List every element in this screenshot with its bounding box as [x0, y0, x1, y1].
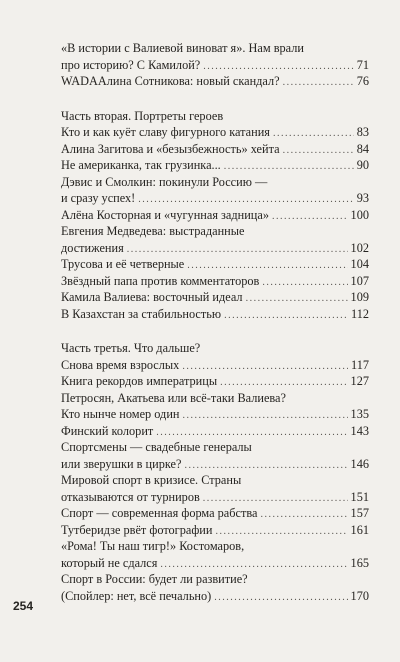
toc-entry-title: Трусова и её четверные: [61, 257, 185, 271]
toc-entry-title: Звёздный папа против комментаторов: [61, 273, 260, 288]
toc-entry-page: 93: [356, 191, 369, 205]
toc-entry[interactable]: [61, 390, 369, 423]
toc-entry-title: и сразу успех!: [61, 191, 136, 205]
toc-entry[interactable]: [61, 538, 369, 571]
section-heading: [61, 108, 369, 125]
toc-entry-line: [61, 289, 369, 306]
toc-entry-title: В Казахстан за стабильностью: [61, 306, 222, 321]
toc-entry-line: [61, 373, 369, 390]
toc-entry-title: отказываются от турниров: [61, 489, 200, 504]
toc-entry-page: 117: [351, 357, 369, 372]
toc-entry-title: WADAАлина Сотникова: новый скандал?: [61, 74, 280, 88]
dot-leader: [224, 308, 348, 324]
dot-leader: [273, 126, 354, 142]
toc-entry[interactable]: [61, 73, 369, 90]
section-heading: [61, 340, 369, 357]
toc-entry-title: (Спойлер: нет, всё печально): [61, 588, 212, 603]
toc-entry-line: [61, 190, 369, 207]
toc-entry-line: [61, 588, 369, 605]
toc-entry-page: 104: [350, 257, 369, 271]
toc-entry-line: [61, 456, 369, 473]
toc-entry-title: или зверушки в цирке?: [61, 456, 182, 471]
toc-entry-line: [61, 157, 369, 174]
toc-entry-page: 165: [350, 555, 369, 570]
toc-entry-page: 76: [356, 74, 369, 88]
toc-entry-title: про историю? С Камилой?: [61, 57, 201, 72]
toc-entry-line: [61, 505, 369, 522]
toc-entry-line: [61, 423, 369, 440]
toc-entry-line: [61, 141, 369, 158]
toc-entry-page: 112: [351, 306, 369, 321]
toc-entry-title: Снова время взрослых: [61, 357, 180, 372]
toc-entry[interactable]: [61, 141, 369, 158]
toc-entry-line: [61, 174, 369, 191]
toc-entry[interactable]: [61, 157, 369, 174]
page-number: 254: [13, 599, 34, 613]
toc-entry[interactable]: [61, 223, 369, 256]
section-gap: [61, 90, 369, 108]
toc-entry-title: Спорт — современная форма рабства: [61, 506, 258, 520]
toc-entry-title: который не сдался: [61, 555, 158, 570]
toc-entry-page: 161: [350, 522, 369, 537]
toc-entry-line: [61, 555, 369, 572]
toc-entry[interactable]: [61, 522, 369, 539]
toc-entry-title: достижения: [61, 240, 124, 255]
toc-entry-title: Дэвис и Смолкин: покинули Россию —: [61, 174, 268, 189]
toc-entry-page: 71: [356, 57, 369, 72]
toc-entry-page: 90: [356, 158, 369, 172]
toc-entry[interactable]: [61, 256, 369, 273]
toc-entry[interactable]: [61, 571, 369, 604]
toc-entry-line: [61, 538, 369, 555]
toc-entry-title: Евгения Медведева: выстраданные: [61, 224, 245, 238]
section-gap: [61, 322, 369, 340]
toc-entry[interactable]: [61, 357, 369, 374]
toc-entry-page: 84: [356, 141, 369, 156]
toc-entry-title: «В истории с Валиевой виноват я». Нам врали: [61, 41, 304, 55]
toc-entry-title: Мировой спорт в кризисе. Страны: [61, 473, 242, 487]
toc-entry-page: 100: [350, 207, 369, 222]
toc-entry[interactable]: [61, 423, 369, 440]
toc-entry-line: [61, 522, 369, 539]
section-heading-text: Часть третья. Что дальше?: [61, 341, 201, 355]
dot-leader: [272, 209, 348, 225]
toc-entry-page: 151: [350, 489, 369, 504]
toc-entry[interactable]: [61, 306, 369, 323]
toc-entry-page: 143: [350, 423, 369, 438]
toc-entry-line: [61, 57, 369, 74]
dot-leader: [283, 143, 354, 159]
toc-entry[interactable]: [61, 40, 369, 73]
dot-leader: [182, 408, 347, 424]
toc-entry-line: [61, 472, 369, 489]
dot-leader: [246, 291, 348, 307]
toc-entry-title: Тутберидзе рвёт фотографии: [61, 522, 213, 537]
toc-entry-title: Кто нынче номер один: [61, 407, 180, 421]
toc-entry[interactable]: [61, 505, 369, 522]
table-of-contents: [61, 40, 369, 604]
toc-entry-page: 127: [350, 374, 369, 388]
toc-entry-line: [61, 306, 369, 323]
toc-entry-title: Кто и как куёт славу фигурного катания: [61, 125, 270, 139]
toc-entry[interactable]: [61, 174, 369, 207]
toc-entry-line: [61, 390, 369, 407]
toc-entry-line: [61, 223, 369, 240]
toc-entry-line: [61, 273, 369, 290]
toc-entry-line: [61, 256, 369, 273]
toc-entry-line: [61, 489, 369, 506]
toc-entry-page: 157: [350, 506, 369, 520]
section-heading-text: Часть вторая. Портреты героев: [61, 108, 224, 123]
toc-entry[interactable]: [61, 124, 369, 141]
toc-entry-line: [61, 124, 369, 141]
toc-entry[interactable]: [61, 439, 369, 472]
toc-entry-title: «Рома! Ты наш тигр!» Костомаров,: [61, 539, 245, 553]
toc-entry-line: [61, 406, 369, 423]
toc-entry-page: 107: [350, 273, 369, 288]
toc-entry-line: [61, 357, 369, 374]
toc-entry-page: 170: [350, 588, 369, 603]
dot-leader: [260, 507, 347, 523]
toc-entry-line: [61, 73, 369, 90]
toc-entry[interactable]: [61, 273, 369, 290]
toc-entry-title: Петросян, Акатьева или всё-таки Валиева?: [61, 390, 286, 405]
dot-leader: [214, 590, 347, 606]
toc-entry-title: Финский колорит: [61, 423, 154, 438]
toc-entry-page: 102: [350, 240, 369, 255]
toc-entry-page: 135: [350, 407, 369, 421]
toc-entry-line: [61, 571, 369, 588]
toc-entry-title: Алина Загитова и «безызбежность» хейта: [61, 141, 280, 156]
toc-entry-page: 83: [356, 125, 369, 139]
toc-entry-title: Камила Валиева: восточный идеал: [61, 290, 243, 304]
toc-entry-page: 109: [350, 290, 369, 304]
toc-entry-line: [61, 207, 369, 224]
toc-entry-page: 146: [350, 456, 369, 471]
dot-leader: [262, 275, 347, 291]
toc-entry-title: Спортсмены — свадебные генералы: [61, 440, 252, 454]
toc-entry-title: Спорт в России: будет ли развитие?: [61, 572, 248, 586]
toc-entry-line: [61, 40, 369, 57]
dot-leader: [283, 75, 354, 91]
toc-entry-line: [61, 439, 369, 456]
toc-entry[interactable]: [61, 289, 369, 306]
toc-entry-title: Книга рекордов императрицы: [61, 374, 218, 388]
toc-entry[interactable]: [61, 207, 369, 224]
toc-entry-title: Не американка, так грузинка...: [61, 158, 221, 172]
toc-entry[interactable]: [61, 472, 369, 505]
toc-entry-line: [61, 240, 369, 257]
toc-entry-title: Алёна Косторная и «чугунная задница»: [61, 207, 269, 222]
toc-entry[interactable]: [61, 373, 369, 390]
